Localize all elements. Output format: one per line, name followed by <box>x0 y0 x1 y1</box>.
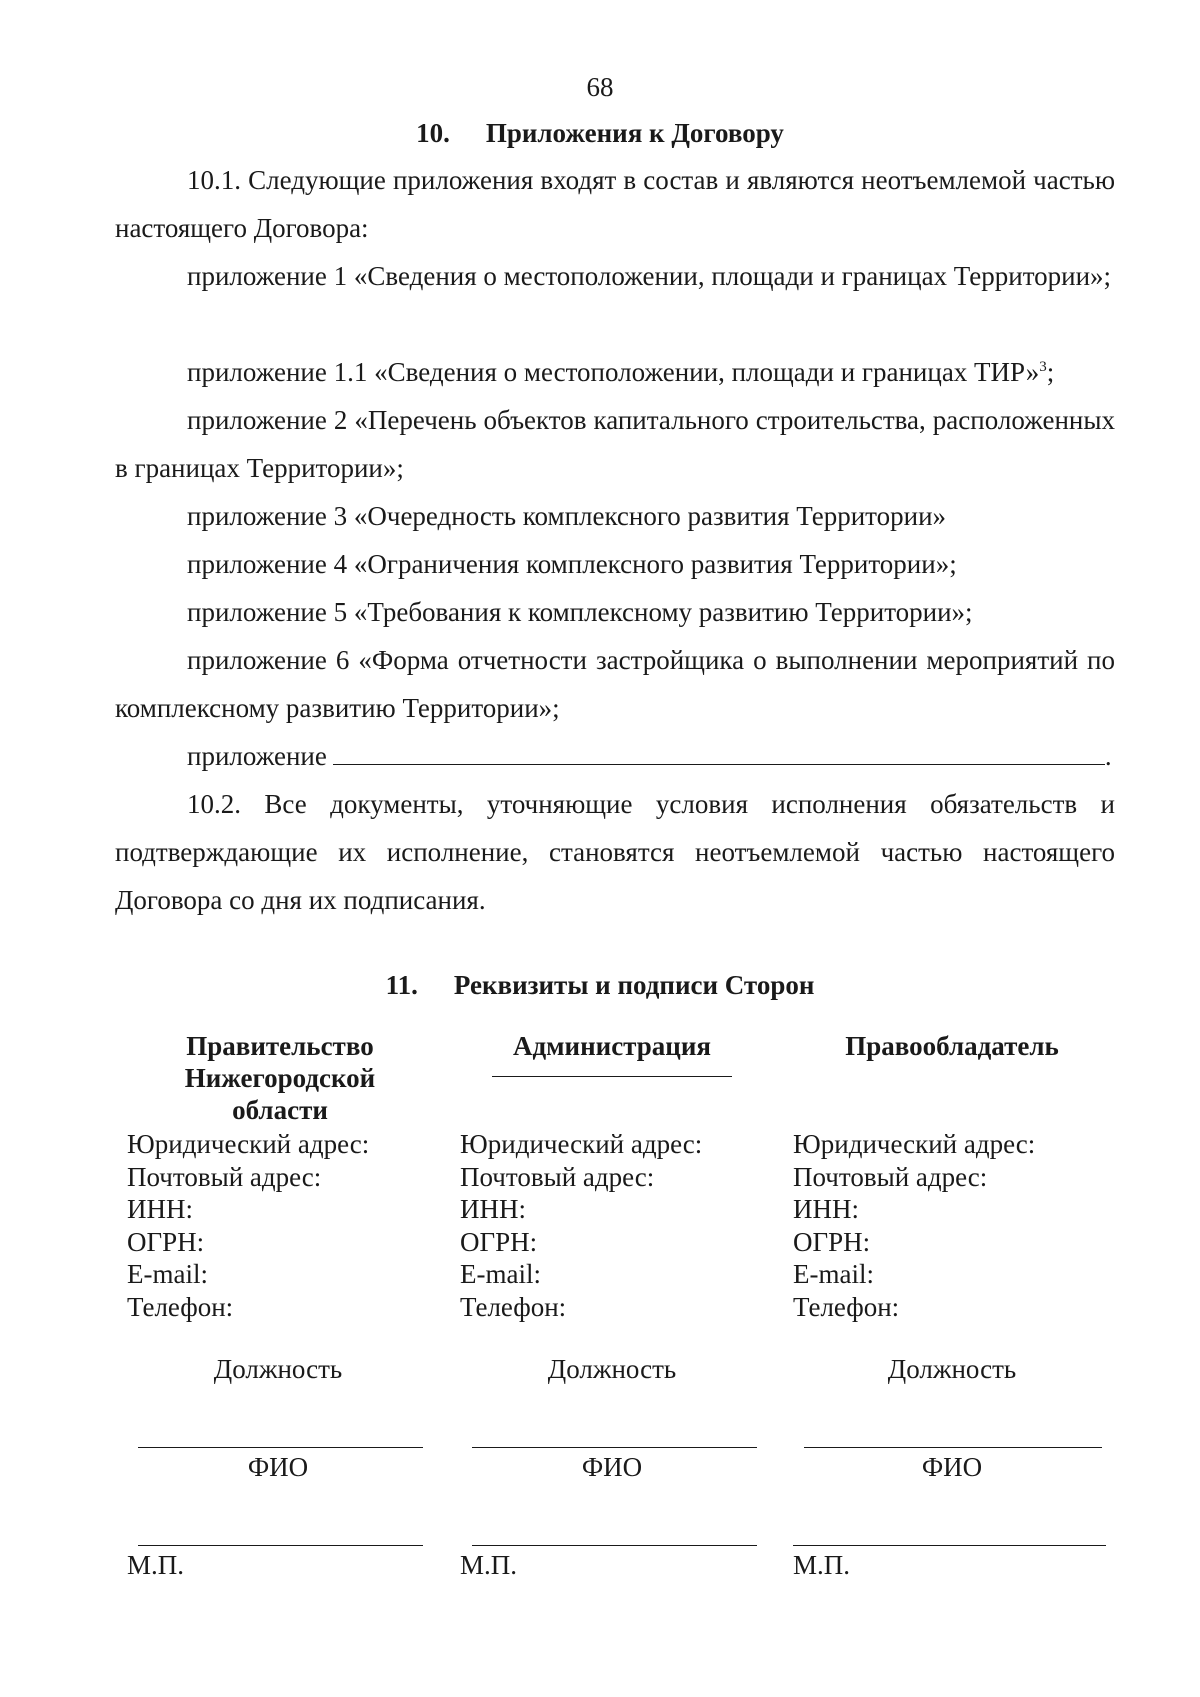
section-11-title: Реквизиты и подписи Сторон <box>453 970 815 1000</box>
page-number: 68 <box>586 72 614 102</box>
party-name-line: Правительство <box>186 1031 374 1061</box>
postal-address-label: Почтовый адрес: <box>127 1161 322 1192</box>
party-name-line: области <box>232 1095 328 1125</box>
appendix-blank-end: . <box>1104 741 1112 771</box>
party-government-header <box>120 1030 440 1126</box>
party-administration-fields <box>460 1128 702 1323</box>
stamp-line <box>138 1545 423 1546</box>
party-rightholder-fields <box>793 1128 1035 1323</box>
stamp-label: М.П. <box>793 1550 851 1580</box>
fio-label: ФИО <box>921 1452 983 1482</box>
legal-address-label: Юридический адрес: <box>127 1129 370 1159</box>
appendix-item-1-1-tail: ; <box>1046 357 1055 387</box>
ogrn-label: ОГРН: <box>793 1226 871 1257</box>
signature-line <box>138 1447 423 1448</box>
stamp-label: М.П. <box>127 1550 185 1580</box>
postal-address-label: Почтовый адрес: <box>793 1161 988 1192</box>
postal-address-label: Почтовый адрес: <box>460 1161 655 1192</box>
party-government-fields <box>127 1128 369 1323</box>
party-name-line: Администрация <box>512 1031 712 1061</box>
appendix-item-1-1 <box>115 348 1115 396</box>
footnote-marker: 3 <box>1039 359 1047 375</box>
stamp-line <box>472 1545 757 1546</box>
appendix-item-4: приложение 4 «Ограничения комплексного развития Территории»; <box>187 549 957 579</box>
phone-label: Телефон: <box>460 1291 567 1322</box>
section-11-number: 11. <box>385 970 418 1000</box>
fio-label: ФИО <box>247 1452 309 1482</box>
fio-label: ФИО <box>581 1452 643 1482</box>
stamp-label: М.П. <box>460 1550 518 1580</box>
clause-10-2: 10.2. Все документы, уточняющие условия исполнения обязательств и подтверждающие их исполнение, становятся неотъемлемой частью настоящего Договора со дня их подписания. <box>115 789 1115 915</box>
ogrn-label: ОГРН: <box>460 1226 538 1257</box>
appendix-item-blank <box>115 732 1115 780</box>
inn-label: ИНН: <box>127 1194 193 1224</box>
section-11-heading <box>0 970 1200 1001</box>
appendix-blank-label: приложение <box>187 741 327 771</box>
legal-address-label: Юридический адрес: <box>793 1129 1036 1159</box>
section-10-number: 10. <box>416 118 450 148</box>
party-rightholder-header <box>792 1030 1112 1062</box>
appendix-item-3: приложение 3 «Очередность комплексного развития Территории» <box>187 501 947 531</box>
appendix-item-2: приложение 2 «Перечень объектов капитального строительства, расположенных в границах Территории»; <box>115 405 1115 483</box>
email-label: E-mail: <box>793 1259 874 1289</box>
phone-label: Телефон: <box>127 1291 234 1322</box>
position-label: Должность <box>887 1354 1017 1384</box>
position-label: Должность <box>547 1354 677 1384</box>
signature-line <box>804 1447 1102 1448</box>
appendix-item-6: приложение 6 «Форма отчетности застройщика о выполнении мероприятий по комплексному развитию Территории»; <box>115 645 1115 723</box>
appendix-item-1: приложение 1 «Сведения о местоположении, площади и границах Территории»; <box>187 261 1112 291</box>
email-label: E-mail: <box>127 1259 208 1289</box>
appendix-item-5: приложение 5 «Требования к комплексному развитию Территории»; <box>187 597 973 627</box>
signature-line <box>472 1447 757 1448</box>
inn-label: ИНН: <box>460 1194 526 1224</box>
ogrn-label: ОГРН: <box>127 1226 205 1257</box>
party-name-blank-line <box>492 1076 732 1077</box>
position-label: Должность <box>213 1354 343 1384</box>
appendix-item-1-1-text: приложение 1.1 «Сведения о местоположении, площади и границах ТИР» <box>187 357 1040 387</box>
party-name-line: Нижегородской <box>184 1063 376 1093</box>
clause-10-1: 10.1. Следующие приложения входят в состав и являются неотъемлемой частью настоящего Договора: <box>115 165 1115 243</box>
section-10-title: Приложения к Договору <box>485 118 784 148</box>
phone-label: Телефон: <box>793 1291 900 1322</box>
email-label: E-mail: <box>460 1259 541 1289</box>
party-administration-header <box>452 1030 772 1077</box>
stamp-line <box>793 1545 1106 1546</box>
legal-address-label: Юридический адрес: <box>460 1129 703 1159</box>
section-10-heading <box>0 118 1200 149</box>
party-name-line: Правообладатель <box>845 1031 1059 1061</box>
inn-label: ИНН: <box>793 1194 859 1224</box>
appendix-blank-line <box>333 742 1105 765</box>
